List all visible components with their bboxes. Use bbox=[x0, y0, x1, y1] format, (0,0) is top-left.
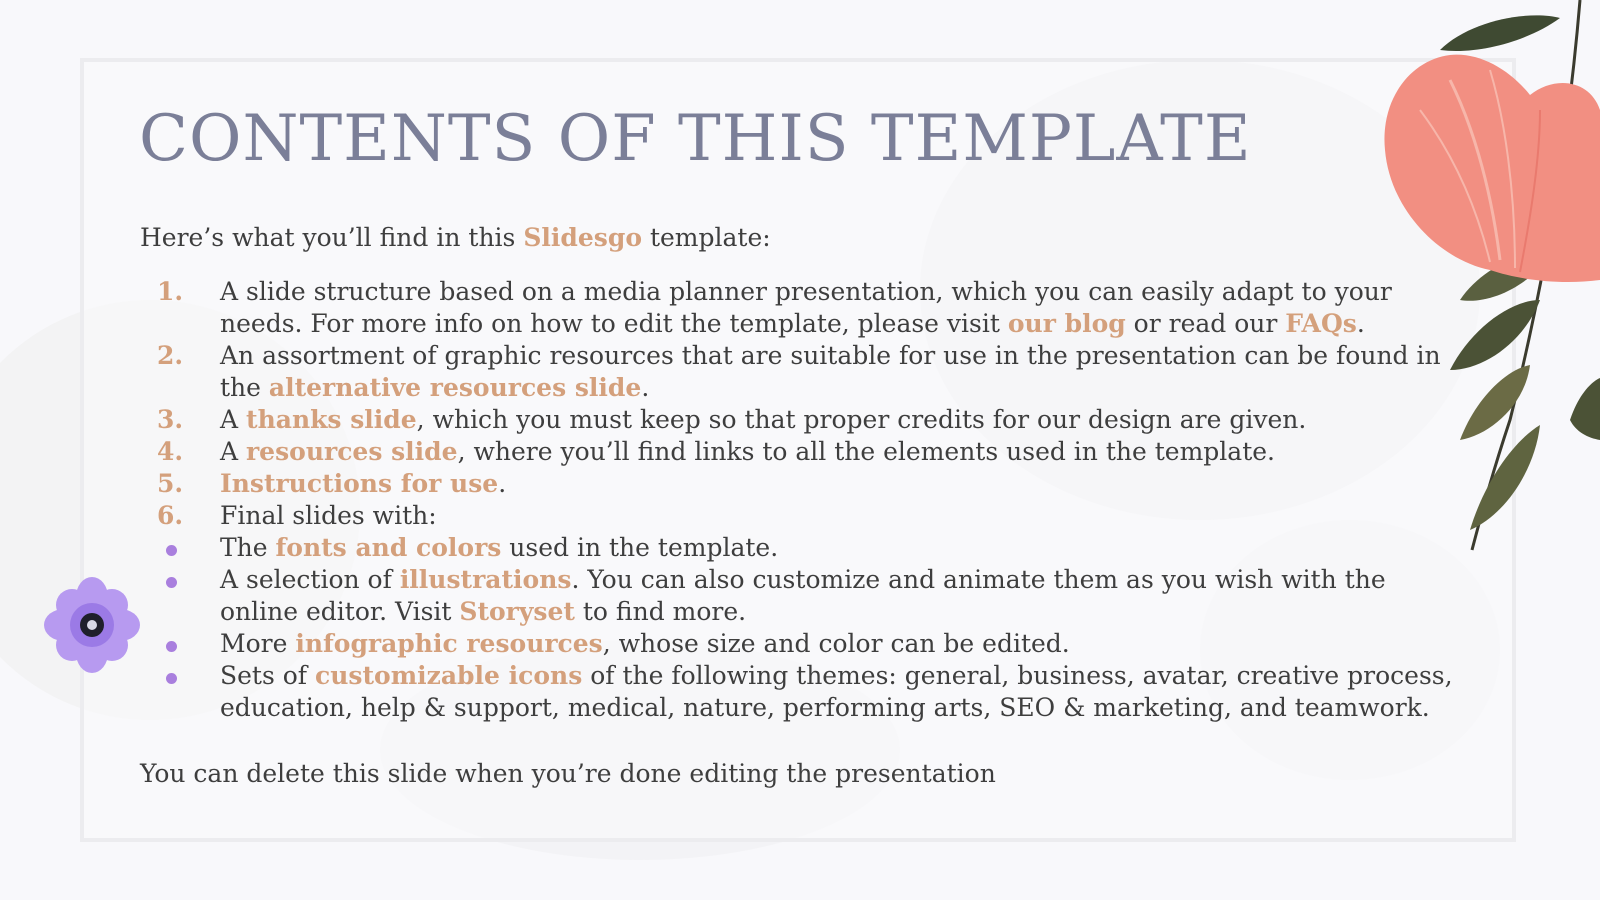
item-text: A bbox=[220, 405, 247, 434]
item-text: . bbox=[498, 469, 507, 498]
list-number: 1. bbox=[157, 277, 184, 306]
bullet-icon bbox=[166, 673, 177, 684]
item-text: or read our bbox=[1125, 309, 1286, 338]
list-number: 5. bbox=[157, 469, 184, 498]
item-text: Sets of bbox=[220, 661, 315, 690]
infographic-resources-link[interactable]: infographic resources bbox=[295, 629, 603, 658]
item-text: , whose size and color can be edited. bbox=[602, 629, 1070, 658]
item-text: of the following themes: general, business, avatar, creative process, education, help & support, medical, nature, performing arts, SEO & marketing, and teamwork. bbox=[220, 661, 1453, 722]
bullet-icon bbox=[166, 545, 177, 556]
list-number: 4. bbox=[157, 437, 184, 466]
intro-text bbox=[140, 222, 1470, 254]
resources-slide-link[interactable]: resources slide bbox=[246, 437, 458, 466]
list-item bbox=[140, 468, 1470, 500]
item-text: A selection of bbox=[220, 565, 400, 594]
alternative-resources-link[interactable]: alternative resources slide bbox=[268, 373, 642, 402]
item-text: , which you must keep so that proper credits for our design are given. bbox=[416, 405, 1307, 434]
list-number: 3. bbox=[157, 405, 184, 434]
outro-text: You can delete this slide when you’re done editing the presentation bbox=[140, 759, 996, 788]
purple-flower-illustration bbox=[44, 577, 140, 673]
list-item bbox=[140, 436, 1470, 468]
list-number: 2. bbox=[157, 341, 184, 370]
bullet-icon bbox=[166, 641, 177, 652]
slidesgo-link[interactable]: Slidesgo bbox=[523, 223, 642, 252]
thanks-slide-link[interactable]: thanks slide bbox=[246, 405, 417, 434]
our-blog-link[interactable]: our blog bbox=[1007, 309, 1126, 338]
item-text: A bbox=[220, 437, 247, 466]
page-title: CONTENTS OF THIS TEMPLATE bbox=[139, 102, 1252, 176]
list-item bbox=[140, 340, 1470, 404]
sublist-item bbox=[140, 660, 1470, 724]
intro-text-before: Here’s what you’ll find in this bbox=[140, 223, 524, 252]
customizable-icons-link[interactable]: customizable icons bbox=[315, 661, 583, 690]
intro-text-after: template: bbox=[642, 223, 771, 252]
sublist-item bbox=[140, 564, 1470, 628]
fonts-and-colors-link[interactable]: fonts and colors bbox=[275, 533, 502, 562]
list-number: 6. bbox=[157, 501, 184, 530]
item-text: More bbox=[220, 629, 296, 658]
illustrations-link[interactable]: illustrations bbox=[399, 565, 572, 594]
list-item bbox=[140, 500, 1470, 724]
final-slides-sublist bbox=[140, 532, 1470, 724]
list-item bbox=[140, 404, 1470, 436]
item-text: A slide structure based on a media planner presentation, which you can easily adapt to your needs. For more info on how to edit the template, please visit bbox=[220, 277, 1392, 338]
sublist-item bbox=[140, 532, 1470, 564]
bullet-icon bbox=[166, 577, 177, 588]
item-text: to find more. bbox=[574, 597, 747, 626]
contents-list bbox=[140, 276, 1470, 724]
item-text: . You can also customize and animate them as you wish with the online editor. Visit bbox=[220, 565, 1386, 626]
item-text: . bbox=[1356, 309, 1365, 338]
faqs-link[interactable]: FAQs bbox=[1285, 309, 1357, 338]
slide-content bbox=[140, 222, 1470, 790]
item-text: An assortment of graphic resources that are suitable for use in the presentation can be found in the bbox=[220, 341, 1441, 402]
item-text: used in the template. bbox=[501, 533, 779, 562]
sublist-item bbox=[140, 628, 1470, 660]
item-text: Final slides with: bbox=[220, 501, 437, 530]
instructions-link[interactable]: Instructions for use bbox=[220, 469, 499, 498]
item-text: , where you’ll find links to all the elements used in the template. bbox=[457, 437, 1275, 466]
storyset-link[interactable]: Storyset bbox=[459, 597, 575, 626]
item-text: . bbox=[641, 373, 650, 402]
list-item bbox=[140, 276, 1470, 340]
item-text: The bbox=[220, 533, 276, 562]
